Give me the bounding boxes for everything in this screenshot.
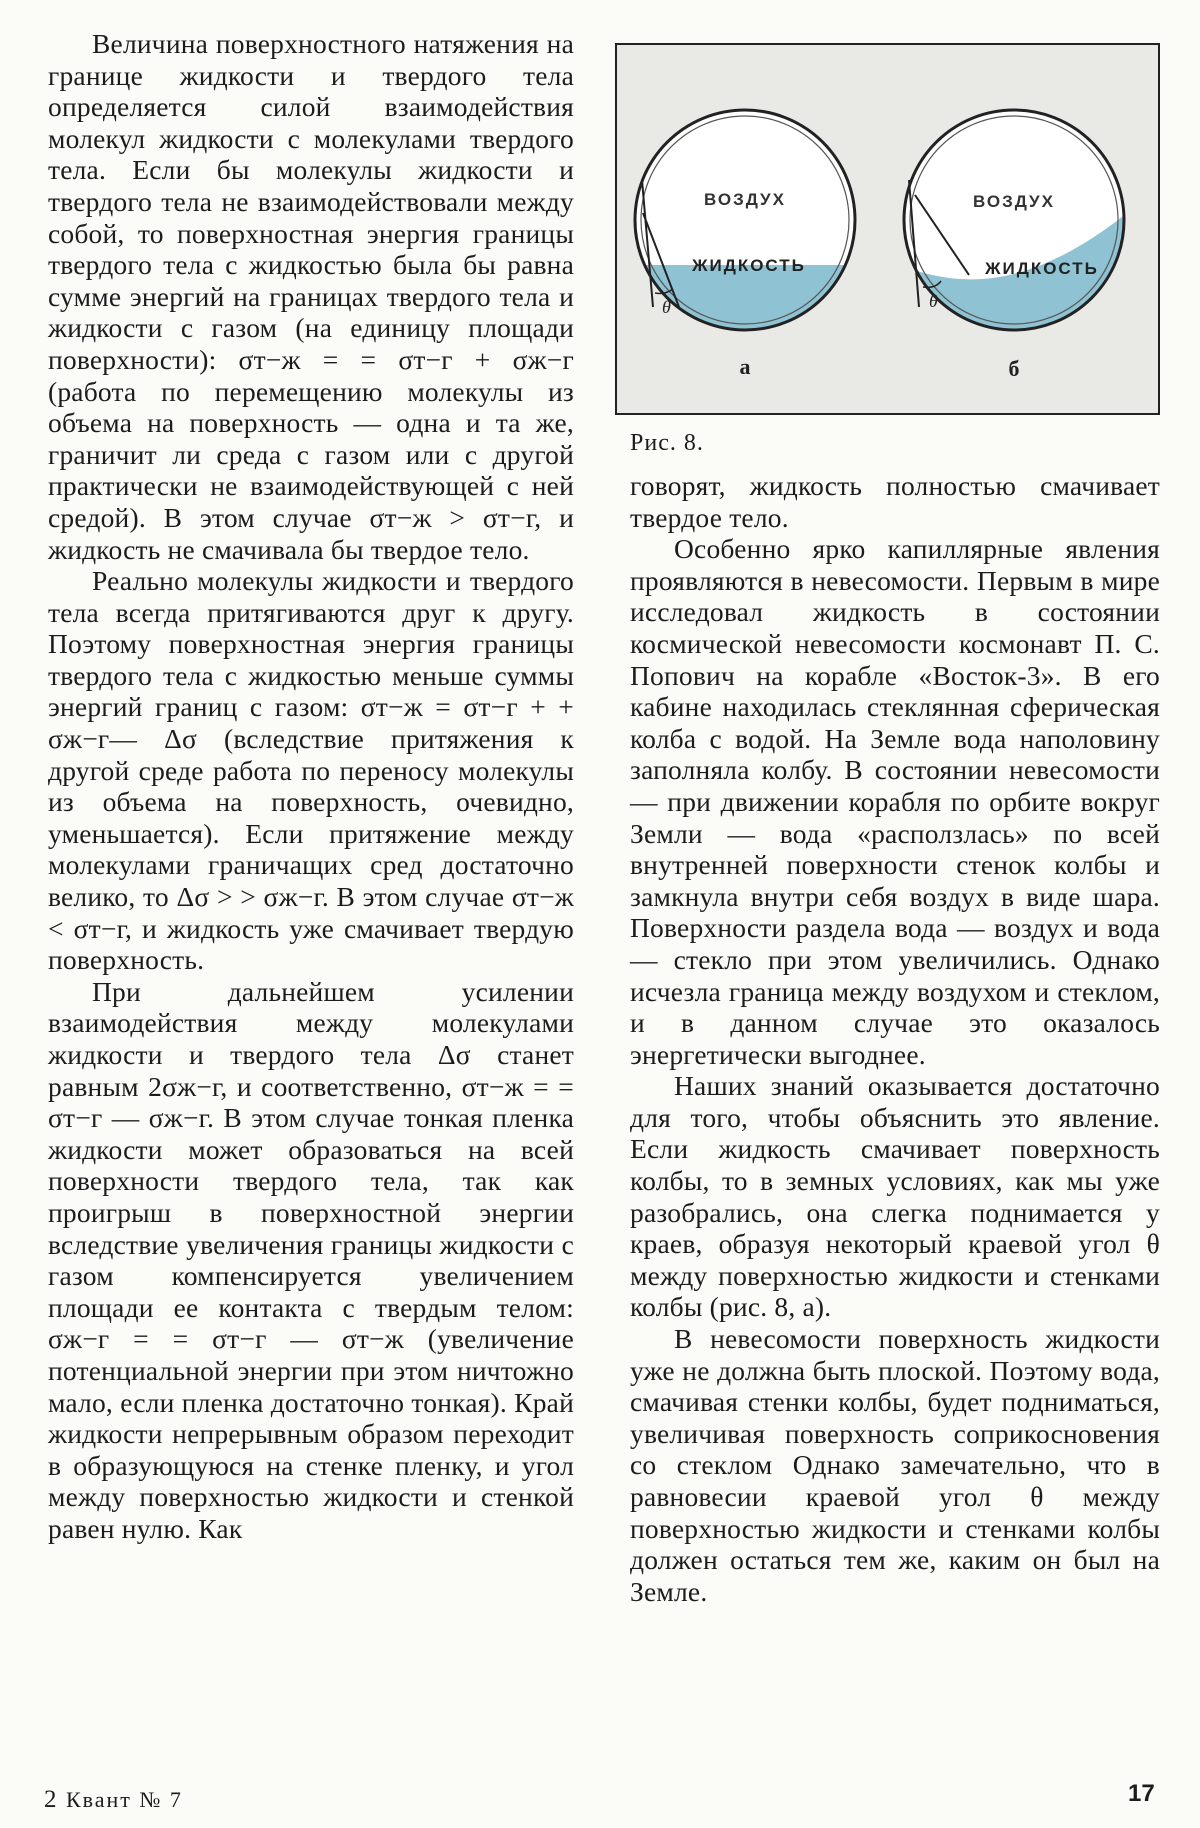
flask-b [887, 110, 1127, 345]
label-air-b: ВОЗДУХ [973, 192, 1055, 211]
left-column [48, 28, 574, 1545]
paragraph-continuation: говорят, жидкость полностью смачивает твердое тело. [630, 470, 1160, 533]
paragraph: В невесомости поверхность жидкости уже не должна быть плоской. Поэтому вода, смачивая стенки колбы, будет подниматься, увеличивая поверхность соприкосновения со стеклом Однако замечательно, что в равновесии краевой угол θ между поверхностью жидкости и стенками колбы должен остаться тем же, каким он был на Земле. [630, 1323, 1160, 1607]
label-liquid-a: ЖИДКОСТЬ [692, 256, 806, 275]
flask-diagram [617, 45, 1158, 413]
paragraph: Наших знаний оказывается достаточно для того, чтобы объяснить это явление. Если жидкость смачивает поверхность колбы, то в земных условиях, как мы уже разобрались, она слегка поднимается у краев, образуя некоторый краевой угол θ между поверхностью жидкости и стенками колбы (рис. 8, а). [630, 1070, 1160, 1323]
footer-journal [44, 1786, 183, 1814]
label-angle-b: θ [929, 291, 938, 311]
label-liquid-b: ЖИДКОСТЬ [985, 259, 1099, 278]
signature-number: 2 [44, 1786, 59, 1813]
label-air-a: ВОЗДУХ [704, 190, 786, 209]
label-angle-a: θ [662, 297, 671, 317]
panel-label-b: б [1008, 356, 1020, 381]
paragraph: Реально молекулы жидкости и твердого тела всегда притягиваются друг к другу. Поэтому поверхностная энергия границы твердого тела с жидкостью меньше суммы энергий границ с газом: σт−ж = σт−г + + σж−г— Δσ (вследствие притяжения к другой среде работа по переносу молекулы из объема на поверхность, очевидно, уменьшается). Если притяжение между молекулами граничащих сред достаточно велико, то Δσ > > σж−г. В этом случае σт−ж < σт−г, и жидкость уже смачивает твердую поверхность. [48, 565, 574, 976]
figure-8 [615, 43, 1160, 415]
page-number: 17 [1128, 1780, 1155, 1807]
right-column [630, 470, 1160, 1607]
paragraph: Величина поверхностного натяжения на границе жидкости и твердого тела определяется силой взаимодействия молекул жидкости с молекулами твердого тела. Если бы молекулы жидкости и твердого тела не взаимодействовали между собой, то поверхностная энергия границы твердого тела с жидкостью была бы равна сумме энергий на границах твердого тела и жидкости с газом (на единицу площади поверхности): σт−ж = = σт−г + σж−г (работа по перемещению молекулы из объема на поверхность — одна и та же, граничит ли среда с газом или с другой практически не взаимодействующей с ней средой). В этом случае σт−ж > σт−г, и жидкость не смачивала бы твердое тело. [48, 28, 574, 565]
journal-issue: Квант № 7 [66, 1787, 183, 1812]
figure-caption: Рис. 8. [630, 430, 704, 456]
paragraph: При дальнейшем усилении взаимодействия между молекулами жидкости и твердого тела Δσ станет равным 2σж−г, и соответственно, σт−ж = = σт−г — σж−г. В этом случае тонкая пленка жидкости может образоваться на всей поверхности твердого тела, так как проигрыш в поверхностной энергии вследствие увеличения границы жидкости с газом компенсируется увеличением площади ее контакта с твердым телом: σж−г = = σт−г — σт−ж (увеличение потенциальной энергии при этом ничтожно мало, если пленка достаточно тонкая). Край жидкости непрерывным образом переходит в образующуюся на стенке пленку, и угол между поверхностью жидкости и стенкой равен нулю. Как [48, 975, 574, 1544]
panel-label-a: а [739, 354, 751, 379]
paragraph: Особенно ярко капиллярные явления проявляются в невесомости. Первым в мире исследовал жидкость в состоянии космической невесомости космонавт П. С. Попович на корабле «Восток-3». В его кабине находилась стеклянная сферическая колба с водой. На Земле вода наполовину заполняла колбу. В состоянии невесомости — при движении корабля по орбите вокруг Земли — вода «расползлась» по всей внутренней поверхности стенок колбы и замкнула внутри себя воздух в виде шара. Поверхности раздела вода — воздух и вода — стекло при этом увеличились. Однако исчезла граница между воздухом и стеклом, и в данном случае это оказалось энергетически выгоднее. [630, 533, 1160, 1070]
